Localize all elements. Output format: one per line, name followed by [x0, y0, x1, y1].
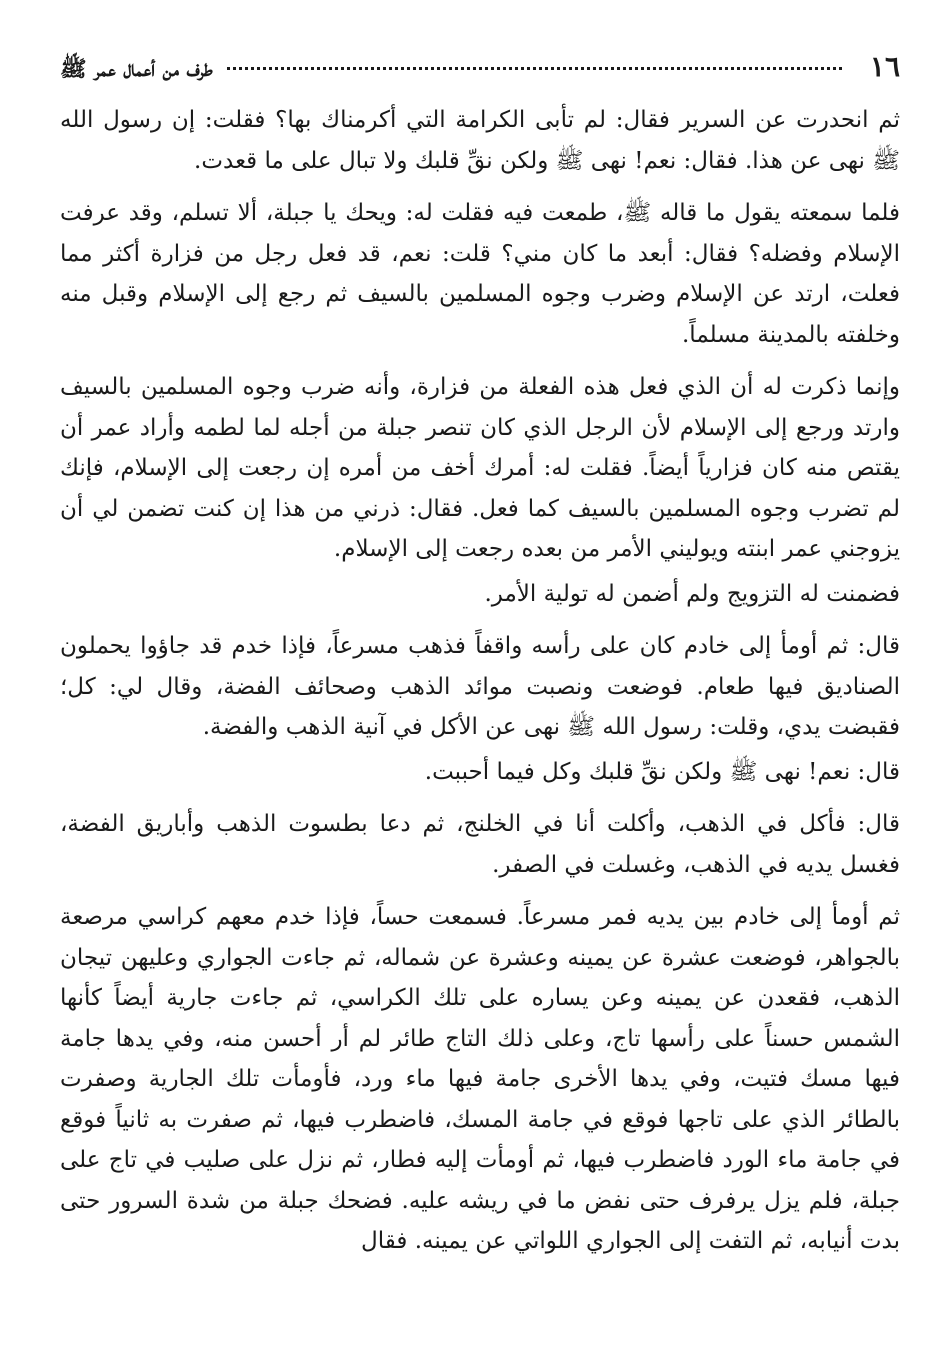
paragraph-6: قال: نعم! نهى ﷺ ولكن نقِّ قلبك وكل فيما أحببت.: [424, 758, 900, 785]
paragraph-8: ثم أومأ إلى خادم بين يديه فمر مسرعاً. فسمعت حساً، فإذا خدم معهم كراسي مرصعة بالجواهر، فوضعت عشرة عن يمينه وعشرة عن شماله، ثم جاءت الجواري وعليهن تيجان الذهب، فقعدن عن يمينه وعن يساره على تلك الكراسي، ثم جاءت جارية أيضاً كأنها الشمس حسناً على رأسها تاج، وعلى ذلك التاج طائر لم أر أحسن منه، وفي يدها جامة فيها مسك فتيت، وفي يدها الأخرى جامة فيها ماء ورد، فأومأت تلك الجارية وصفرت بالطائر الذي على تاجها فوقع في جامة المسك، فاضطرب فيها، ثم صفرت به ثانياً فوقع في جامة ماء الورد فاضطرب فيها، ثم أومأت إليه فطار، ثم نزل على صليب في تاج على جبلة، فلم يزل يرفرف حتى نفض ما في ريشه عليه. فضحك جبلة من شدة السرور حتى بدت أنيابه، ثم التفت إلى الجواري اللواتي عن يمينه. فقال: [60, 904, 900, 1254]
paragraph-5: قال: ثم أومأ إلى خادم كان على رأسه واقفاً فذهب مسرعاً، فإذا خدم قد جاؤوا يحملون الصناديق فيها طعام. فوضعت ونصبت موائد الذهب وصحائف الفضة، وقال لي: كل؛ فقبضت يدي، وقلت: رسول الله ﷺ نهى عن الأكل في آنية الذهب والفضة.: [60, 633, 900, 740]
dotted-leader: [227, 67, 842, 70]
page-number: ١٦: [869, 50, 900, 83]
book-page: [60, 50, 900, 1262]
running-header: [60, 50, 900, 100]
paragraph-2: فلما سمعته يقول ما قاله ﷺ، طمعت فيه فقلت له: ويحك يا جبلة، ألا تسلم، وقد عرفت الإسلام وفضله؟ فقال: أبعد ما كان مني؟ قلت: نعم، قد فعل رجل من فزارة أكثر مما فعلت، ارتد عن الإسلام وضرب وجوه المسلمين بالسيف ثم رجع إلى الإسلام وقبل منه وخلفته بالمدينة مسلماً.: [60, 200, 900, 348]
running-title: طرف من أعمال عمر ﷺ: [60, 56, 213, 82]
paragraph-3: وإنما ذكرت له أن الذي فعل هذه الفعلة من فزارة، وأنه ضرب وجوه المسلمين بالسيف وارتد ورجع إلى الإسلام لأن الرجل الذي كان تنصر جبلة من أجله لما لطمه وأراد عمر أن يقتص منه كان فزارياً أيضاً. فقلت له: أمرك أخف من أمره إن رجعت إلى الإسلام، فإنك لم تضرب وجوه المسلمين بالسيف كما فعل. فقال: ذرني من هذا إن كنت تضمن لي أن يزوجني عمر ابنته ويوليني الأمر من بعده رجعت إلى الإسلام.: [60, 374, 900, 562]
paragraph-4: فضمنت له التزويج ولم أضمن له تولية الأمر.: [484, 580, 900, 607]
paragraph-1: ثم انحدرت عن السرير فقال: لم تأبى الكرامة التي أكرمناك بها؟ فقلت: إن رسول الله ﷺ نهى عن هذا. فقال: نعم! نهى ﷺ ولكن نقِّ قلبك ولا تبال على ما قعدت.: [60, 107, 900, 174]
paragraph-7: قال: فأكل في الذهب، وأكلت أنا في الخلنج، ثم دعا بطسوت الذهب وأباريق الفضة، فغسل يديه في الذهب، وغسلت في الصفر.: [60, 811, 900, 878]
